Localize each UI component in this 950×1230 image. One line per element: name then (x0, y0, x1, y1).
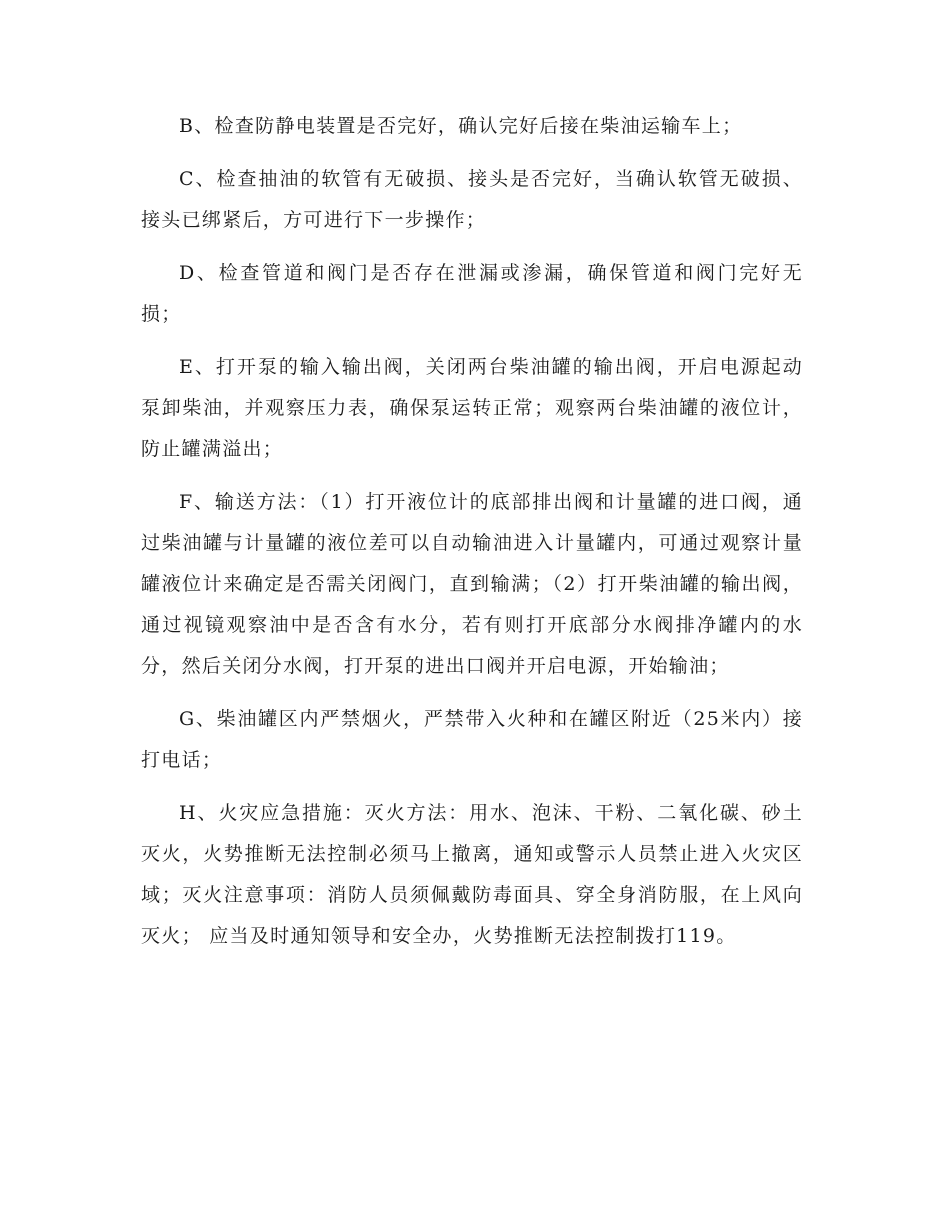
paragraph-g: G、柴油罐区内严禁烟火，严禁带入火种和在罐区附近（25米内）接打电话； (141, 708, 803, 771)
paragraph-h: H、火灾应急措施：灭火方法：用水、泡沫、干粉、二氧化碳、砂土灭火，火势推断无法控制必须马上撤离，通知或警示人员禁止进入火灾区域；灭火注意事项：消防人员须佩戴防毒面具、穿全身消防服，在上风向灭火； 应当及时通知领导和安全办，火势推断无法控制拨打119。 (141, 802, 803, 947)
paragraph-c: C、检查抽油的软管有无破损、接头是否完好，当确认软管无破损、接头已绑紧后，方可进行下一步操作； (141, 168, 803, 231)
paragraph-e: E、打开泵的输入输出阀，关闭两台柴油罐的输出阀，开启电源起动泵卸柴油，并观察压力表，确保泵运转正常；观察两台柴油罐的液位计，防止罐满溢出； (141, 356, 803, 460)
paragraph-b: B、检查防静电装置是否完好，确认完好后接在柴油运输车上； (179, 115, 743, 137)
document-body (141, 106, 803, 969)
paragraph-d: D、检查管道和阀门是否存在泄漏或渗漏，确保管道和阀门完好无损； (141, 262, 803, 325)
paragraph-f: F、输送方法：（1）打开液位计的底部排出阀和计量罐的进口阀，通过柴油罐与计量罐的液位差可以自动输油进入计量罐内，可通过观察计量罐液位计来确定是否需关闭阀门，直到输满；（2）打开柴油罐的输出阀，通过视镜观察油中是否含有水分，若有则打开底部分水阀排净罐内的水分，然后关闭分水阀，打开泵的进出口阀并开启电源，开始输油； (141, 491, 803, 677)
